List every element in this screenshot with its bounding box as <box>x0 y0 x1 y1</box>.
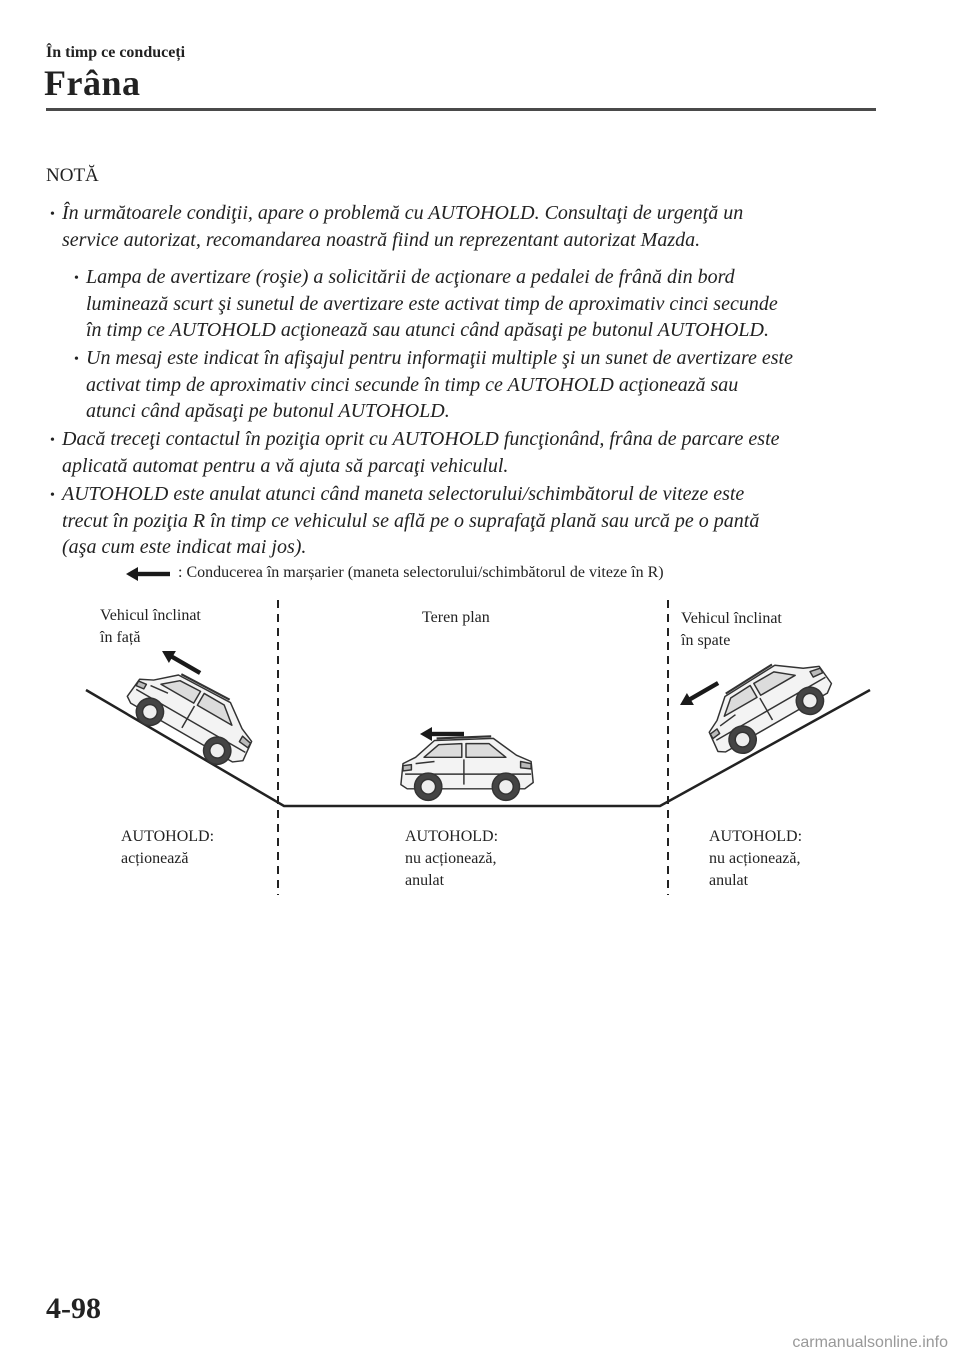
text-line: trecut în poziţia R în timp ce vehiculul se află pe o suprafaţă plană sau urcă pe o pantă <box>62 509 760 532</box>
reverse-arrow-icon <box>677 677 722 711</box>
note-title: NOTĂ <box>46 165 99 186</box>
bullet-marker: • <box>50 207 55 222</box>
text-line: AUTOHOLD este anulat atunci când maneta selectorului/schimbătorul de viteze este <box>62 483 745 505</box>
left-autohold-status: AUTOHOLD: acționează <box>121 828 215 867</box>
watermark: carmanualsonline.info <box>792 1334 948 1351</box>
text-line: atunci când apăsaţi pe butonul AUTOHOLD. <box>86 400 450 422</box>
car-icon <box>401 736 533 800</box>
text-line: Dacă treceţi contactul în poziţia oprit cu AUTOHOLD funcţionând, frâna de parcare este <box>62 428 780 450</box>
page-title: Frâna <box>44 63 141 103</box>
center-scenario-title: Teren plan <box>422 609 490 626</box>
legend-arrow-icon <box>126 567 170 581</box>
right-scenario-title: Vehicul înclinat în spate <box>681 610 782 649</box>
text-line: în timp ce AUTOHOLD acţionează sau atunci când apăsaţi pe butonul AUTOHOLD. <box>86 319 769 341</box>
text-line: În următoarele condiţii, apare o problemă cu AUTOHOLD. Consultaţi de urgenţă un <box>62 202 744 224</box>
text-line: luminează scurt şi sunetul de avertizare este activat timp de aproximativ cinci secunde <box>86 292 778 315</box>
bullet-marker: • <box>50 433 55 448</box>
bullet-marker: • <box>50 488 55 503</box>
left-scenario-title: Vehicul înclinat în față <box>100 607 201 646</box>
text-line: Un mesaj este indicat în afişajul pentru informaţii multiple şi un sunet de avertizare este <box>86 347 793 369</box>
section-title: În timp ce conduceți <box>46 44 186 61</box>
text-line: service autorizat, recomandarea noastră fiind un reprezentant autorizat Mazda. <box>62 228 701 251</box>
car-icon <box>119 655 266 777</box>
text-line: activat timp de aproximativ cinci secunde în timp ce AUTOHOLD acţionează sau <box>86 373 739 396</box>
right-autohold-status: AUTOHOLD: nu acționează, anulat <box>709 828 803 889</box>
center-autohold-status: AUTOHOLD: nu acționează, anulat <box>405 828 499 889</box>
text-line: Lampa de avertizare (roşie) a solicitării de acţionare a pedalei de frână din bord <box>86 266 735 288</box>
text-line: (aşa cum este indicat mai jos). <box>62 536 307 558</box>
reverse-arrow-icon <box>159 645 204 679</box>
text-line: aplicată automat pentru a vă ajuta să parcaţi vehiculul. <box>62 454 509 477</box>
sub-bullet-marker: • <box>74 271 79 286</box>
sub-bullet-marker: • <box>74 352 79 367</box>
page-number: 4-98 <box>46 1292 101 1325</box>
legend-label: : Conducerea în marșarier (maneta selectorului/schimbătorul de viteze în R) <box>178 564 664 581</box>
